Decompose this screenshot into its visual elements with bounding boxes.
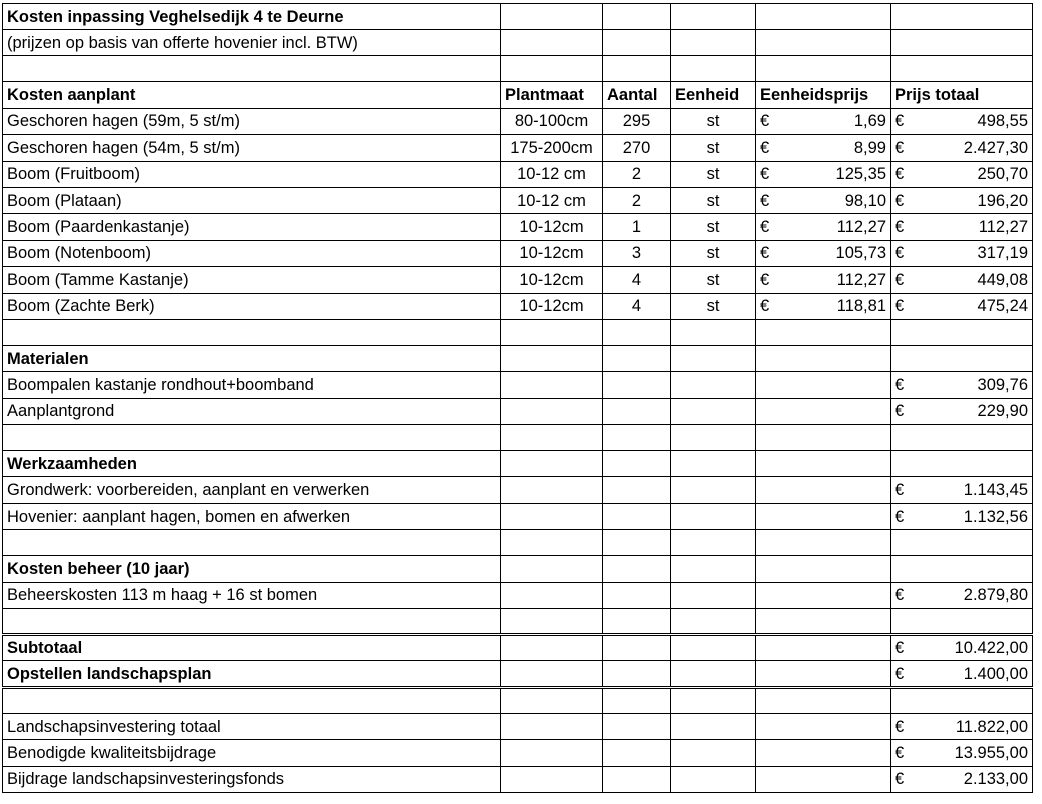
werkzaamheden-row-total[interactable] xyxy=(891,477,1033,503)
materialen-row-label[interactable]: Boompalen kastanje rondhout+boomband xyxy=(3,372,501,398)
beheer-row-total-amount: 2.879,80 xyxy=(963,586,1028,605)
empty-cell[interactable] xyxy=(671,372,756,398)
empty-cell[interactable] xyxy=(501,503,603,529)
currency-symbol: € xyxy=(895,743,905,762)
currency-symbol: € xyxy=(895,138,905,157)
empty-cell[interactable] xyxy=(756,345,891,371)
totaal-cell[interactable] xyxy=(891,161,1033,187)
landschapsplan-row xyxy=(3,661,1033,687)
totaal-cell[interactable] xyxy=(891,293,1033,319)
eenheidsprijs-cell[interactable] xyxy=(756,135,891,161)
currency-symbol: € xyxy=(895,218,905,237)
currency-symbol: € xyxy=(760,191,770,210)
totaal-cell-amount: 196,20 xyxy=(977,191,1028,210)
empty-cell[interactable] xyxy=(603,713,671,739)
eenheidsprijs-cell-content xyxy=(760,165,886,183)
empty-cell[interactable] xyxy=(671,319,756,345)
materialen-row-total-content xyxy=(895,376,1028,394)
header-eenheid[interactable]: Eenheid xyxy=(671,82,756,108)
item-label[interactable]: Geschoren hagen (59m, 5 st/m) xyxy=(3,108,501,134)
eenheidsprijs-cell-content xyxy=(760,244,886,262)
empty-cell[interactable] xyxy=(891,30,1033,56)
werkzaamheden-header-row-label[interactable]: Werkzaamheden xyxy=(3,451,501,477)
empty-cell[interactable] xyxy=(603,530,671,556)
empty-cell[interactable] xyxy=(756,582,891,608)
samenvatting-row-total-amount: 13.955,00 xyxy=(954,743,1028,762)
totaal-cell[interactable] xyxy=(891,108,1033,134)
currency-symbol: € xyxy=(895,165,905,184)
empty-cell[interactable] xyxy=(756,4,891,30)
aanplant-row xyxy=(3,135,1033,161)
samenvatting-row-total[interactable] xyxy=(891,740,1033,766)
eenheidsprijs-cell-content xyxy=(760,297,886,315)
empty-cell[interactable] xyxy=(671,4,756,30)
totaal-cell[interactable] xyxy=(891,187,1033,213)
eenheidsprijs-cell-amount: 1,69 xyxy=(853,112,886,131)
materialen-row-total-content xyxy=(895,402,1028,420)
totaal-cell-amount: 2.427,30 xyxy=(963,138,1028,157)
header-prijs-totaal[interactable]: Prijs totaal xyxy=(891,82,1033,108)
empty-cell[interactable] xyxy=(891,609,1033,635)
empty-cell[interactable] xyxy=(501,398,603,424)
samenvatting-row-total-content xyxy=(895,770,1028,788)
aantal-cell[interactable]: 2 xyxy=(603,161,671,187)
empty-cell[interactable] xyxy=(501,635,603,661)
empty-cell[interactable] xyxy=(671,713,756,739)
plantmaat-cell[interactable]: 10-12 cm xyxy=(501,161,603,187)
empty-cell[interactable] xyxy=(603,635,671,661)
beheer-row-total-content xyxy=(895,586,1028,604)
totaal-cell-content xyxy=(895,271,1028,289)
beheer-row-total[interactable] xyxy=(891,582,1033,608)
totaal-cell[interactable] xyxy=(891,267,1033,293)
empty-cell[interactable] xyxy=(891,345,1033,371)
subtotaal-row-total-content xyxy=(895,639,1028,657)
blank-row xyxy=(3,56,1033,82)
eenheidsprijs-cell[interactable] xyxy=(756,214,891,240)
subtotaal-row-label[interactable]: Subtotaal xyxy=(3,635,501,661)
empty-cell[interactable] xyxy=(603,582,671,608)
empty-cell[interactable] xyxy=(756,372,891,398)
werkzaamheden-row-label[interactable]: Grondwerk: voorbereiden, aanplant en verwerken xyxy=(3,477,501,503)
empty-cell[interactable] xyxy=(891,451,1033,477)
item-label[interactable]: Boom (Paardenkastanje) xyxy=(3,214,501,240)
empty-cell[interactable] xyxy=(671,661,756,687)
empty-cell[interactable] xyxy=(756,740,891,766)
subtitle-row-label[interactable]: (prijzen op basis van offerte hovenier incl. BTW) xyxy=(3,30,501,56)
subtotaal-row xyxy=(3,635,1033,661)
currency-symbol: € xyxy=(760,112,770,131)
plantmaat-cell[interactable]: 175-200cm xyxy=(501,135,603,161)
eenheidsprijs-cell-amount: 105,73 xyxy=(835,244,886,263)
currency-symbol: € xyxy=(760,165,770,184)
empty-cell[interactable] xyxy=(3,687,501,713)
samenvatting-row-total-content xyxy=(895,744,1028,762)
empty-cell[interactable] xyxy=(756,713,891,739)
empty-cell[interactable] xyxy=(603,319,671,345)
empty-cell[interactable] xyxy=(501,766,603,792)
samenvatting-row-total-amount: 11.822,00 xyxy=(955,717,1028,736)
empty-cell[interactable] xyxy=(501,582,603,608)
totaal-cell[interactable] xyxy=(891,240,1033,266)
currency-symbol: € xyxy=(895,112,905,131)
eenheidsprijs-cell-content xyxy=(760,139,886,157)
empty-cell[interactable] xyxy=(603,661,671,687)
aanplant-row xyxy=(3,293,1033,319)
currency-symbol: € xyxy=(895,481,905,500)
empty-cell[interactable] xyxy=(3,56,501,82)
eenheid-cell[interactable]: st xyxy=(671,135,756,161)
empty-cell[interactable] xyxy=(3,319,501,345)
landschapsplan-row-label[interactable]: Opstellen landschapsplan xyxy=(3,661,501,687)
materialen-row xyxy=(3,372,1033,398)
empty-cell[interactable] xyxy=(671,503,756,529)
plantmaat-cell[interactable]: 10-12cm xyxy=(501,293,603,319)
eenheid-cell[interactable]: st xyxy=(671,214,756,240)
empty-cell[interactable] xyxy=(501,661,603,687)
empty-cell[interactable] xyxy=(671,345,756,371)
empty-cell[interactable] xyxy=(671,635,756,661)
plantmaat-cell[interactable]: 10-12cm xyxy=(501,214,603,240)
eenheidsprijs-cell-content xyxy=(760,112,886,130)
eenheid-cell[interactable]: st xyxy=(671,267,756,293)
aantal-cell[interactable]: 295 xyxy=(603,108,671,134)
empty-cell[interactable] xyxy=(501,687,603,713)
aantal-cell[interactable]: 4 xyxy=(603,293,671,319)
eenheidsprijs-cell-amount: 118,81 xyxy=(836,297,886,316)
currency-symbol: € xyxy=(760,218,770,237)
empty-cell[interactable] xyxy=(603,477,671,503)
empty-cell[interactable] xyxy=(3,609,501,635)
eenheidsprijs-cell-content xyxy=(760,271,886,289)
aanplant-row xyxy=(3,187,1033,213)
currency-symbol: € xyxy=(895,770,905,789)
item-label[interactable]: Boom (Zachte Berk) xyxy=(3,293,501,319)
currency-symbol: € xyxy=(760,244,770,263)
currency-symbol: € xyxy=(895,270,905,289)
empty-cell[interactable] xyxy=(501,372,603,398)
werkzaamheden-row xyxy=(3,503,1033,529)
cost-table-body xyxy=(3,4,1033,793)
samenvatting-row-total[interactable] xyxy=(891,713,1033,739)
empty-cell[interactable] xyxy=(891,687,1033,713)
empty-cell[interactable] xyxy=(603,56,671,82)
empty-cell[interactable] xyxy=(671,398,756,424)
samenvatting-row-label[interactable]: Benodigde kwaliteitsbijdrage xyxy=(3,740,501,766)
header-aantal[interactable]: Aantal xyxy=(603,82,671,108)
empty-cell[interactable] xyxy=(501,556,603,582)
totaal-cell-content xyxy=(895,192,1028,210)
empty-cell[interactable] xyxy=(891,319,1033,345)
werkzaamheden-row-label[interactable]: Hovenier: aanplant hagen, bomen en afwerken xyxy=(3,503,501,529)
empty-cell[interactable] xyxy=(501,425,603,451)
empty-cell[interactable] xyxy=(671,530,756,556)
currency-symbol: € xyxy=(760,297,770,316)
item-label[interactable]: Boom (Fruitboom) xyxy=(3,161,501,187)
aanplant-header-row xyxy=(3,82,1033,108)
samenvatting-row-total-amount: 2.133,00 xyxy=(963,770,1028,789)
empty-cell[interactable] xyxy=(756,609,891,635)
empty-cell[interactable] xyxy=(501,530,603,556)
empty-cell[interactable] xyxy=(603,503,671,529)
empty-cell[interactable] xyxy=(501,345,603,371)
empty-cell[interactable] xyxy=(501,451,603,477)
landschapsplan-row-total-amount: 1.400,00 xyxy=(963,664,1028,683)
item-label[interactable]: Boom (Notenboom) xyxy=(3,240,501,266)
empty-cell[interactable] xyxy=(756,451,891,477)
empty-cell[interactable] xyxy=(603,398,671,424)
samenvatting-row-total[interactable] xyxy=(891,766,1033,792)
empty-cell[interactable] xyxy=(671,451,756,477)
beheer-row xyxy=(3,582,1033,608)
empty-cell[interactable] xyxy=(756,635,891,661)
empty-cell[interactable] xyxy=(756,319,891,345)
eenheid-cell[interactable]: st xyxy=(671,293,756,319)
beheer-header-row xyxy=(3,556,1033,582)
materialen-row xyxy=(3,398,1033,424)
eenheidsprijs-cell-amount: 98,10 xyxy=(844,191,886,210)
empty-cell[interactable] xyxy=(501,740,603,766)
empty-cell[interactable] xyxy=(671,582,756,608)
eenheidsprijs-cell[interactable] xyxy=(756,187,891,213)
totaal-cell-content xyxy=(895,297,1028,315)
totaal-cell-amount: 449,08 xyxy=(977,270,1028,289)
aanplant-row xyxy=(3,108,1033,134)
materialen-row-label[interactable]: Aanplantgrond xyxy=(3,398,501,424)
empty-cell[interactable] xyxy=(501,713,603,739)
blank-row xyxy=(3,425,1033,451)
totaal-cell[interactable] xyxy=(891,214,1033,240)
eenheidsprijs-cell-amount: 112,27 xyxy=(836,218,886,237)
eenheidsprijs-cell[interactable] xyxy=(756,161,891,187)
cost-table xyxy=(2,3,1033,793)
subtotaal-row-total[interactable] xyxy=(891,635,1033,661)
eenheid-cell[interactable]: st xyxy=(671,161,756,187)
plantmaat-cell[interactable]: 10-12cm xyxy=(501,267,603,293)
aantal-cell[interactable]: 4 xyxy=(603,267,671,293)
plantmaat-cell[interactable]: 10-12cm xyxy=(501,240,603,266)
header-eenheidsprijs[interactable]: Eenheidsprijs xyxy=(756,82,891,108)
empty-cell[interactable] xyxy=(603,740,671,766)
blank-row xyxy=(3,609,1033,635)
totaal-cell-content xyxy=(895,139,1028,157)
eenheidsprijs-cell-amount: 125,35 xyxy=(835,165,886,184)
aantal-cell[interactable]: 2 xyxy=(603,187,671,213)
eenheidsprijs-cell[interactable] xyxy=(756,293,891,319)
empty-cell[interactable] xyxy=(756,398,891,424)
werkzaamheden-header-row xyxy=(3,451,1033,477)
empty-cell[interactable] xyxy=(671,609,756,635)
werkzaamheden-row-total-amount: 1.143,45 xyxy=(963,481,1028,500)
currency-symbol: € xyxy=(760,138,770,157)
empty-cell[interactable] xyxy=(891,556,1033,582)
empty-cell[interactable] xyxy=(756,766,891,792)
totaal-cell-amount: 498,55 xyxy=(977,112,1028,131)
empty-cell[interactable] xyxy=(756,425,891,451)
empty-cell[interactable] xyxy=(891,56,1033,82)
empty-cell[interactable] xyxy=(3,425,501,451)
totaal-cell-amount: 112,27 xyxy=(978,218,1028,237)
blank-row xyxy=(3,319,1033,345)
empty-cell[interactable] xyxy=(756,661,891,687)
totaal-cell-content xyxy=(895,244,1028,262)
currency-symbol: € xyxy=(895,402,905,421)
totaal-cell[interactable] xyxy=(891,135,1033,161)
samenvatting-row xyxy=(3,713,1033,739)
currency-symbol: € xyxy=(895,244,905,263)
eenheidsprijs-cell-amount: 112,27 xyxy=(836,270,886,289)
empty-cell[interactable] xyxy=(671,740,756,766)
currency-symbol: € xyxy=(895,664,905,683)
aanplant-row xyxy=(3,267,1033,293)
empty-cell[interactable] xyxy=(671,556,756,582)
empty-cell[interactable] xyxy=(756,556,891,582)
empty-cell[interactable] xyxy=(603,451,671,477)
currency-symbol: € xyxy=(895,586,905,605)
totaal-cell-amount: 475,24 xyxy=(977,297,1028,316)
blank-row xyxy=(3,687,1033,713)
materialen-row-total-amount: 229,90 xyxy=(977,402,1028,421)
beheer-header-row-label[interactable]: Kosten beheer (10 jaar) xyxy=(3,556,501,582)
totaal-cell-amount: 250,70 xyxy=(977,165,1028,184)
empty-cell[interactable] xyxy=(756,56,891,82)
materialen-row-total[interactable] xyxy=(891,398,1033,424)
materialen-header-row xyxy=(3,345,1033,371)
aantal-cell[interactable]: 1 xyxy=(603,214,671,240)
empty-cell[interactable] xyxy=(603,345,671,371)
aanplant-row xyxy=(3,240,1033,266)
werkzaamheden-row-total-content xyxy=(895,508,1028,526)
samenvatting-row xyxy=(3,766,1033,792)
empty-cell[interactable] xyxy=(671,30,756,56)
eenheid-cell[interactable]: st xyxy=(671,187,756,213)
subtotaal-row-total-amount: 10.422,00 xyxy=(954,639,1028,658)
aantal-cell[interactable]: 270 xyxy=(603,135,671,161)
empty-cell[interactable] xyxy=(603,4,671,30)
empty-cell[interactable] xyxy=(671,56,756,82)
empty-cell[interactable] xyxy=(671,687,756,713)
empty-cell[interactable] xyxy=(671,477,756,503)
aanplant-row xyxy=(3,214,1033,240)
empty-cell[interactable] xyxy=(603,556,671,582)
landschapsplan-row-total-content xyxy=(895,665,1028,683)
samenvatting-row-label[interactable]: Landschapsinvestering totaal xyxy=(3,713,501,739)
currency-symbol: € xyxy=(895,191,905,210)
item-label[interactable]: Geschoren hagen (54m, 5 st/m) xyxy=(3,135,501,161)
empty-cell[interactable] xyxy=(501,30,603,56)
title-row xyxy=(3,4,1033,30)
empty-cell[interactable] xyxy=(891,4,1033,30)
empty-cell[interactable] xyxy=(891,425,1033,451)
empty-cell[interactable] xyxy=(603,609,671,635)
plantmaat-cell[interactable]: 10-12 cm xyxy=(501,187,603,213)
eenheid-cell[interactable]: st xyxy=(671,240,756,266)
currency-symbol: € xyxy=(895,507,905,526)
empty-cell[interactable] xyxy=(501,609,603,635)
currency-symbol: € xyxy=(895,639,905,658)
eenheid-cell[interactable]: st xyxy=(671,108,756,134)
empty-cell[interactable] xyxy=(756,687,891,713)
empty-cell[interactable] xyxy=(671,766,756,792)
subtitle-row xyxy=(3,30,1033,56)
empty-cell[interactable] xyxy=(501,56,603,82)
samenvatting-row xyxy=(3,740,1033,766)
header-kosten-aanplant[interactable]: Kosten aanplant xyxy=(3,82,501,108)
totaal-cell-content xyxy=(895,165,1028,183)
empty-cell[interactable] xyxy=(501,477,603,503)
title-row-label[interactable]: Kosten inpassing Veghelsedijk 4 te Deurne xyxy=(3,4,501,30)
eenheidsprijs-cell[interactable] xyxy=(756,108,891,134)
currency-symbol: € xyxy=(895,297,905,316)
currency-symbol: € xyxy=(760,270,770,289)
werkzaamheden-row-total[interactable] xyxy=(891,503,1033,529)
plantmaat-cell[interactable]: 80-100cm xyxy=(501,108,603,134)
empty-cell[interactable] xyxy=(501,319,603,345)
currency-symbol: € xyxy=(895,375,905,394)
eenheidsprijs-cell-content xyxy=(760,218,886,236)
empty-cell[interactable] xyxy=(603,766,671,792)
empty-cell[interactable] xyxy=(501,4,603,30)
aanplant-row xyxy=(3,161,1033,187)
empty-cell[interactable] xyxy=(891,530,1033,556)
landschapsplan-row-total[interactable] xyxy=(891,661,1033,687)
item-label[interactable]: Boom (Tamme Kastanje) xyxy=(3,267,501,293)
empty-cell[interactable] xyxy=(603,425,671,451)
blank-row xyxy=(3,530,1033,556)
empty-cell[interactable] xyxy=(3,530,501,556)
samenvatting-row-label[interactable]: Bijdrage landschapsinvesteringsfonds xyxy=(3,766,501,792)
header-plantmaat[interactable]: Plantmaat xyxy=(501,82,603,108)
empty-cell[interactable] xyxy=(756,503,891,529)
materialen-row-total[interactable] xyxy=(891,372,1033,398)
aantal-cell[interactable]: 3 xyxy=(603,240,671,266)
empty-cell[interactable] xyxy=(603,372,671,398)
eenheidsprijs-cell-content xyxy=(760,192,886,210)
materialen-row-total-amount: 309,76 xyxy=(977,375,1028,394)
werkzaamheden-row-total-amount: 1.132,56 xyxy=(963,507,1028,526)
empty-cell[interactable] xyxy=(603,687,671,713)
beheer-row-label[interactable]: Beheerskosten 113 m haag + 16 st bomen xyxy=(3,582,501,608)
totaal-cell-content xyxy=(895,112,1028,130)
eenheidsprijs-cell[interactable] xyxy=(756,240,891,266)
samenvatting-row-total-content xyxy=(895,718,1028,736)
empty-cell[interactable] xyxy=(756,30,891,56)
eenheidsprijs-cell-amount: 8,99 xyxy=(853,138,886,157)
item-label[interactable]: Boom (Plataan) xyxy=(3,187,501,213)
currency-symbol: € xyxy=(895,717,905,736)
materialen-header-row-label[interactable]: Materialen xyxy=(3,345,501,371)
empty-cell[interactable] xyxy=(603,30,671,56)
empty-cell[interactable] xyxy=(756,530,891,556)
werkzaamheden-row xyxy=(3,477,1033,503)
totaal-cell-content xyxy=(895,218,1028,236)
empty-cell[interactable] xyxy=(756,477,891,503)
empty-cell[interactable] xyxy=(671,425,756,451)
eenheidsprijs-cell[interactable] xyxy=(756,267,891,293)
werkzaamheden-row-total-content xyxy=(895,481,1028,499)
totaal-cell-amount: 317,19 xyxy=(977,244,1028,263)
